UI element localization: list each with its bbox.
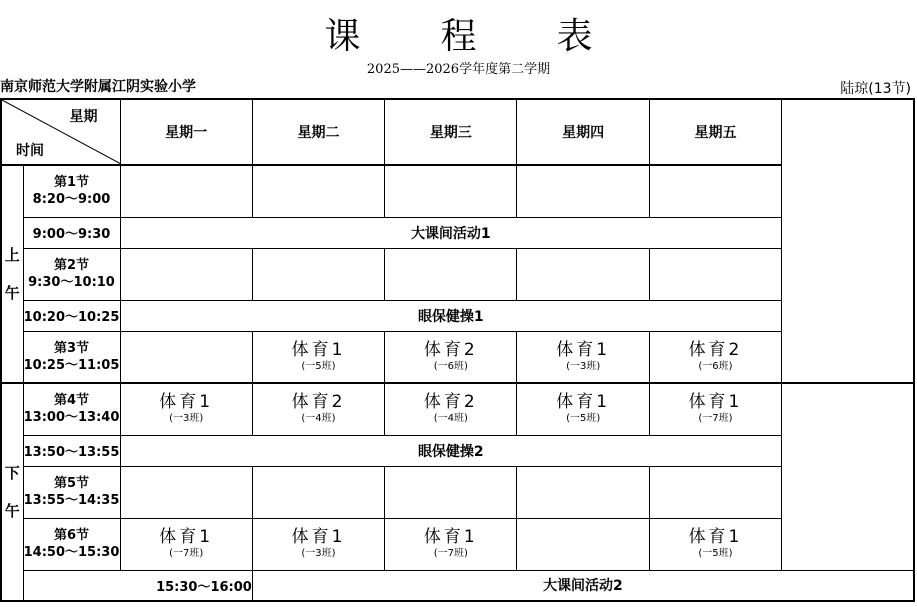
class-cell: [649, 518, 781, 570]
period-label: [23, 383, 120, 435]
class-group: (一4班): [433, 413, 468, 425]
corner-weekday-label: 星期: [69, 109, 98, 125]
class-cell: [385, 331, 517, 383]
activity-time: 9:00～9:30: [23, 217, 120, 248]
activity-label: 大课间活动2: [252, 570, 914, 601]
school-name: 南京师范大学附属江阴实验小学: [0, 79, 196, 95]
corner-cell: [1, 99, 120, 165]
day-header: 星期二: [252, 99, 384, 165]
class-subject: 体育1: [291, 527, 346, 547]
activity-row: [1, 217, 914, 248]
class-cell: [385, 466, 517, 518]
class-cell: [517, 518, 649, 570]
period-name: 第2节: [53, 258, 90, 273]
semester-subtitle: 2025——2026学年度第二学期: [366, 62, 551, 77]
class-group: (一7班): [698, 413, 733, 425]
activity-time: 15:30～16:00: [23, 570, 252, 601]
half-char: 下: [4, 464, 20, 482]
class-group: (一7班): [169, 548, 204, 559]
class-subject: 体育1: [688, 527, 743, 547]
class-cell: [649, 331, 781, 383]
class-group: (一5班): [566, 413, 601, 425]
class-subject: 体育2: [688, 339, 743, 360]
class-group: (一3班): [169, 413, 204, 425]
class-cell: [385, 383, 517, 435]
half-char: 午: [4, 502, 20, 520]
class-cell: [120, 466, 252, 518]
class-group: (一6班): [698, 360, 733, 372]
period-label: [23, 466, 120, 518]
activity-time: 10:20～10:25: [23, 300, 120, 331]
class-group: (一3班): [566, 360, 601, 372]
class-cell: [649, 165, 781, 217]
class-subject: 体育1: [556, 339, 611, 360]
class-cell: [517, 466, 649, 518]
period-name: 第5节: [53, 476, 90, 491]
page-title: [0, 8, 917, 59]
class-cell: [252, 248, 384, 300]
period-label: [23, 165, 120, 217]
class-cell: [120, 383, 252, 435]
half-day-pm: [1, 383, 23, 601]
class-group: (一7班): [433, 548, 468, 559]
class-subject: 体育1: [688, 392, 743, 413]
class-cell: [517, 248, 649, 300]
activity-row: [1, 570, 914, 601]
class-cell: [120, 518, 252, 570]
class-cell: [252, 466, 384, 518]
class-group: (一5班): [698, 548, 733, 559]
class-cell: [120, 248, 252, 300]
class-subject: 体育2: [423, 392, 478, 413]
period-time: 9:30～10:10: [28, 275, 115, 290]
class-cell: [120, 331, 252, 383]
class-cell: [252, 518, 384, 570]
class-group: (一6班): [433, 360, 468, 372]
period-label: [23, 518, 120, 570]
period-row-5: [1, 466, 914, 518]
period-label: [23, 248, 120, 300]
period-row-3: [1, 331, 914, 383]
period-row-4: [1, 383, 914, 435]
class-subject: 体育2: [291, 392, 346, 413]
corner-time-label: 时间: [16, 143, 44, 159]
class-cell: [649, 466, 781, 518]
period-label: [23, 331, 120, 383]
period-name: 第4节: [53, 393, 90, 409]
class-cell: [385, 518, 517, 570]
half-char: 午: [4, 284, 20, 302]
class-cell: [517, 165, 649, 217]
period-row-1: [1, 165, 914, 217]
activity-label: 大课间活动1: [120, 217, 782, 248]
class-group: (一5班): [301, 360, 336, 372]
period-time: 14:50～15:30: [23, 545, 120, 560]
header-row: [1, 99, 914, 165]
half-char: 上: [4, 246, 20, 264]
activity-time: 13:50～13:55: [23, 435, 120, 466]
title-char: 课: [324, 16, 361, 57]
class-subject: 体育1: [159, 392, 214, 413]
class-cell: [120, 165, 252, 217]
class-cell: [385, 165, 517, 217]
period-row-2: [1, 248, 914, 300]
class-cell: [252, 383, 384, 435]
day-header: 星期三: [385, 99, 517, 165]
day-header: 星期五: [649, 99, 781, 165]
period-name: 第1节: [53, 175, 90, 191]
title-char: 程: [440, 16, 477, 57]
activity-label: 眼保健操1: [120, 300, 782, 331]
class-cell: [252, 165, 384, 217]
period-time: 10:25～11:05: [23, 357, 120, 373]
class-cell: [649, 248, 781, 300]
class-group: (一3班): [301, 548, 336, 559]
class-subject: 体育2: [423, 339, 478, 360]
activity-label: 眼保健操2: [120, 435, 782, 466]
timetable: [0, 98, 915, 602]
class-cell: [517, 331, 649, 383]
class-cell: [649, 383, 781, 435]
title-char: 表: [556, 16, 593, 57]
period-row-6: [1, 518, 914, 570]
period-time: 13:00～13:40: [23, 410, 120, 426]
period-name: 第6节: [53, 528, 90, 543]
day-header: 星期一: [120, 99, 252, 165]
day-header: 星期四: [517, 99, 649, 165]
period-name: 第3节: [53, 340, 90, 356]
class-subject: 体育1: [423, 527, 478, 547]
class-subject: 体育1: [291, 339, 346, 360]
activity-row: [1, 300, 914, 331]
half-day-am: [1, 165, 23, 383]
class-cell: [252, 331, 384, 383]
class-subject: 体育1: [556, 392, 611, 413]
activity-row: [1, 435, 914, 466]
period-time: 8:20～9:00: [32, 192, 111, 208]
class-subject: 体育1: [159, 527, 214, 547]
class-group: (一4班): [301, 413, 336, 425]
teacher-name: 陆琼(13节): [840, 81, 911, 97]
class-cell: [517, 383, 649, 435]
class-cell: [385, 248, 517, 300]
period-time: 13:55～14:35: [23, 493, 120, 508]
